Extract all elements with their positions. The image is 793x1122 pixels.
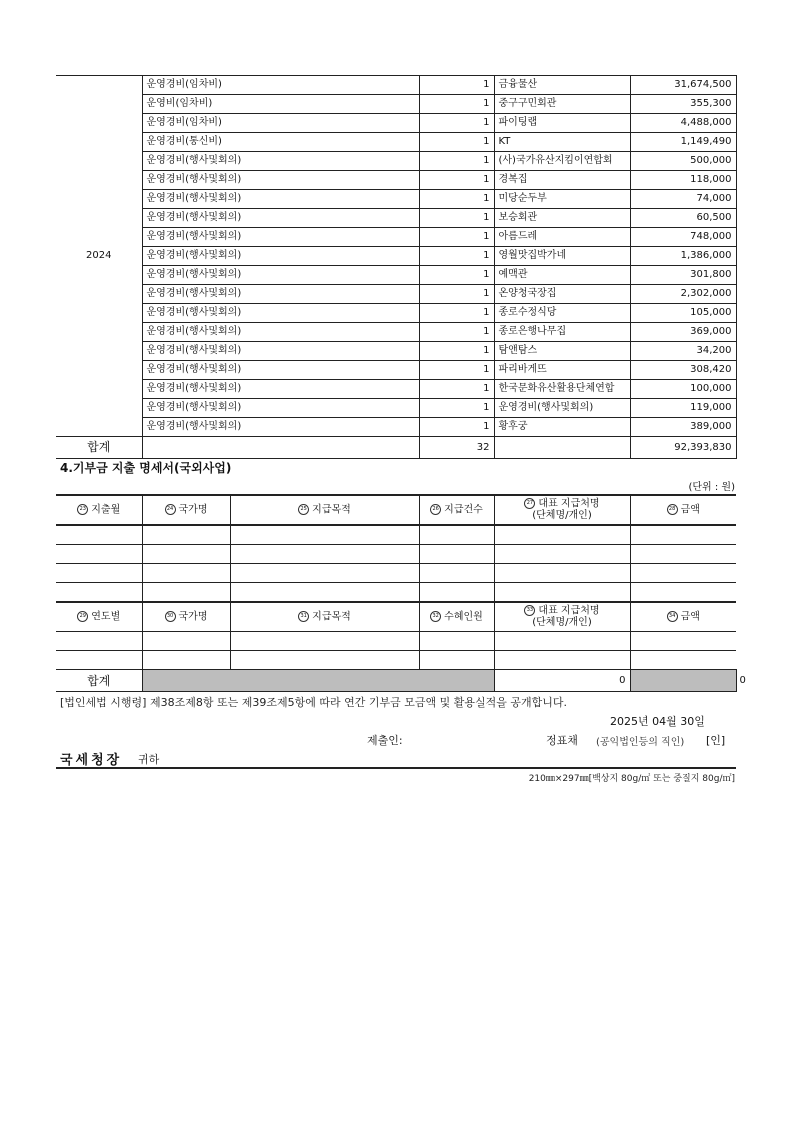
table-row — [56, 323, 736, 342]
purpose-cell: 운영경비(행사및회의) — [142, 190, 419, 209]
circled-number-icon: 26 — [430, 504, 441, 515]
footer-divider — [56, 767, 736, 769]
purpose-cell: 운영경비(행사및회의) — [142, 171, 419, 190]
recipient-cell: 중구구민회관 — [494, 95, 630, 114]
circled-number-icon: 31 — [298, 611, 309, 622]
empty-row — [56, 525, 736, 545]
recipient-cell: 경복집 — [494, 171, 630, 190]
table-row — [56, 171, 736, 190]
purpose-cell: 운영경비(행사및회의) — [142, 418, 419, 437]
amount-cell: 748,000 — [630, 228, 736, 247]
recipient-cell: 예맥관 — [494, 266, 630, 285]
purpose-cell: 운영경비(행사및회의) — [142, 323, 419, 342]
count-cell: 1 — [419, 190, 494, 209]
total-gray-cell — [630, 670, 736, 692]
count-cell: 1 — [419, 399, 494, 418]
circled-number-icon: 29 — [77, 611, 88, 622]
purpose-cell: 운영경비(임차비) — [142, 76, 419, 95]
table-row — [56, 190, 736, 209]
overseas-donation-table — [56, 494, 746, 692]
table-row — [56, 133, 736, 152]
recipient-cell: 미당순두부 — [494, 190, 630, 209]
total-blank — [494, 437, 630, 459]
unit-label: (단위 : 원) — [688, 482, 735, 493]
total-gray-cell — [142, 670, 494, 692]
amount-cell: 74,000 — [630, 190, 736, 209]
header-recipient: 27 대표 지급처명 (단체명/개인) — [494, 495, 630, 525]
amount-cell: 105,000 — [630, 304, 736, 323]
table-row — [56, 76, 736, 95]
overseas-header-row — [56, 495, 736, 525]
seal-mark: [인] — [706, 734, 726, 747]
purpose-cell: 운영경비(행사및회의) — [142, 152, 419, 171]
total-count: 0 — [494, 670, 630, 692]
table-row — [56, 228, 736, 247]
amount-cell: 2,302,000 — [630, 285, 736, 304]
table-row — [56, 418, 736, 437]
section-title: 4.기부금 지출 명세서(국외사업) — [60, 461, 232, 475]
amount-cell: 60,500 — [630, 209, 736, 228]
empty-row — [56, 651, 736, 670]
amount-cell: 100,000 — [630, 380, 736, 399]
purpose-cell: 운영경비(행사및회의) — [142, 247, 419, 266]
circled-number-icon: 23 — [77, 504, 88, 515]
table-row — [56, 247, 736, 266]
purpose-cell: 운영경비(행사및회의) — [142, 361, 419, 380]
count-cell: 1 — [419, 95, 494, 114]
recipient-cell: 파이팅랩 — [494, 114, 630, 133]
circled-number-icon: 24 — [165, 504, 176, 515]
header-country-2: 30 국가명 — [142, 602, 230, 632]
circled-number-icon: 34 — [667, 611, 678, 622]
recipient-cell: KT — [494, 133, 630, 152]
table-row — [56, 304, 736, 323]
count-cell: 1 — [419, 266, 494, 285]
total-label: 합계 — [56, 437, 142, 459]
count-cell: 1 — [419, 380, 494, 399]
purpose-cell: 운영경비(행사및회의) — [142, 285, 419, 304]
amount-cell: 301,800 — [630, 266, 736, 285]
recipient-cell: (사)국가유산지킴이연합회 — [494, 152, 630, 171]
recipient-cell: 아름드레 — [494, 228, 630, 247]
table-row — [56, 266, 736, 285]
paper-spec: 210㎜×297㎜[백상지 80g/㎡ 또는 중질지 80g/㎡] — [528, 774, 735, 784]
submitter-label: 제출인: — [367, 734, 403, 747]
count-cell: 1 — [419, 228, 494, 247]
count-cell: 1 — [419, 285, 494, 304]
table-row — [56, 285, 736, 304]
submission-date: 2025년 04월 30일 — [610, 715, 705, 728]
recipient-cell: 보승회관 — [494, 209, 630, 228]
total-blank — [142, 437, 419, 459]
recipient-cell: 황후궁 — [494, 418, 630, 437]
count-cell: 1 — [419, 418, 494, 437]
count-cell: 1 — [419, 323, 494, 342]
header-amount-2: 34 금액 — [630, 602, 736, 632]
recipient-suffix: 귀하 — [138, 753, 160, 766]
table-row — [56, 399, 736, 418]
overseas-header-row-2 — [56, 602, 736, 632]
recipient-title: 국세청장 — [60, 753, 123, 768]
year-cell: 2024 — [56, 76, 142, 437]
amount-cell: 118,000 — [630, 171, 736, 190]
donation-expense-body — [56, 76, 736, 459]
amount-cell: 500,000 — [630, 152, 736, 171]
count-cell: 1 — [419, 209, 494, 228]
header-country: 24 국가명 — [142, 495, 230, 525]
recipient-cell: 탐앤탐스 — [494, 342, 630, 361]
recipient-cell: 파리바게뜨 — [494, 361, 630, 380]
total-label: 합계 — [56, 670, 142, 692]
table-row — [56, 152, 736, 171]
recipient-cell: 운영경비(행사및회의) — [494, 399, 630, 418]
table-row — [56, 95, 736, 114]
header-amount: 28 금액 — [630, 495, 736, 525]
purpose-cell: 운영경비(행사및회의) — [142, 304, 419, 323]
table-row — [56, 209, 736, 228]
amount-cell: 4,488,000 — [630, 114, 736, 133]
count-cell: 1 — [419, 76, 494, 95]
law-note: [법인세법 시행령] 제38조제8항 또는 제39조제5항에 따라 연간 기부금 모금액 및 활용실적을 공개합니다. — [60, 696, 567, 709]
count-cell: 1 — [419, 133, 494, 152]
empty-row — [56, 632, 736, 651]
recipient-cell: 한국문화유산활용단체연합 — [494, 380, 630, 399]
total-count: 32 — [419, 437, 494, 459]
circled-number-icon: 30 — [165, 611, 176, 622]
purpose-cell: 운영경비(임차비) — [142, 114, 419, 133]
amount-cell: 355,300 — [630, 95, 736, 114]
recipient-cell: 영월맛집박가네 — [494, 247, 630, 266]
table-row — [56, 380, 736, 399]
count-cell: 1 — [419, 247, 494, 266]
header-count: 26 지급건수 — [419, 495, 494, 525]
amount-cell: 369,000 — [630, 323, 736, 342]
recipient-cell: 종로수정식당 — [494, 304, 630, 323]
table-row — [56, 114, 736, 133]
circled-number-icon: 25 — [298, 504, 309, 515]
amount-cell: 34,200 — [630, 342, 736, 361]
count-cell: 1 — [419, 342, 494, 361]
header-recipient-2: 33 대표 지급처명 (단체명/개인) — [494, 602, 630, 632]
empty-row — [56, 545, 736, 564]
total-amount: 92,393,830 — [630, 437, 736, 459]
header-month: 23 지출월 — [56, 495, 142, 525]
purpose-cell: 운영경비(행사및회의) — [142, 399, 419, 418]
amount-cell: 308,420 — [630, 361, 736, 380]
amount-cell: 389,000 — [630, 418, 736, 437]
table-row — [56, 342, 736, 361]
circled-number-icon: 28 — [667, 504, 678, 515]
overseas-total-row: 합계 0 0 — [56, 670, 736, 692]
header-year: 29 연도별 — [56, 602, 142, 632]
donation-expense-table — [56, 75, 737, 459]
circled-number-icon: 27 — [524, 498, 535, 509]
purpose-cell: 운영경비(행사및회의) — [142, 228, 419, 247]
count-cell: 1 — [419, 152, 494, 171]
count-cell: 1 — [419, 361, 494, 380]
amount-cell: 119,000 — [630, 399, 736, 418]
count-cell: 1 — [419, 114, 494, 133]
count-cell: 1 — [419, 171, 494, 190]
purpose-cell: 운영경비(행사및회의) — [142, 209, 419, 228]
purpose-cell: 운영경비(행사및회의) — [142, 342, 419, 361]
purpose-cell: 운영경비(행사및회의) — [142, 266, 419, 285]
empty-row — [56, 583, 736, 603]
header-beneficiaries: 32 수혜인원 — [419, 602, 494, 632]
submitter-name: 정표채 — [546, 734, 578, 747]
circled-number-icon: 33 — [524, 605, 535, 616]
purpose-cell: 운영경비(통신비) — [142, 133, 419, 152]
purpose-cell: 운영경비(행사및회의) — [142, 380, 419, 399]
total-row — [56, 437, 736, 459]
amount-cell: 31,674,500 — [630, 76, 736, 95]
header-purpose-2: 31 지급목적 — [230, 602, 419, 632]
recipient-cell: 금융물산 — [494, 76, 630, 95]
table-row — [56, 361, 736, 380]
header-purpose: 25 지급목적 — [230, 495, 419, 525]
recipient-cell: 온양청국장집 — [494, 285, 630, 304]
amount-cell: 1,149,490 — [630, 133, 736, 152]
submitter-role: (공익법인등의 직인) — [596, 737, 685, 748]
empty-row — [56, 564, 736, 583]
purpose-cell: 운영비(임차비) — [142, 95, 419, 114]
circled-number-icon: 32 — [430, 611, 441, 622]
recipient-cell: 종로은행나무집 — [494, 323, 630, 342]
count-cell: 1 — [419, 304, 494, 323]
amount-cell: 1,386,000 — [630, 247, 736, 266]
